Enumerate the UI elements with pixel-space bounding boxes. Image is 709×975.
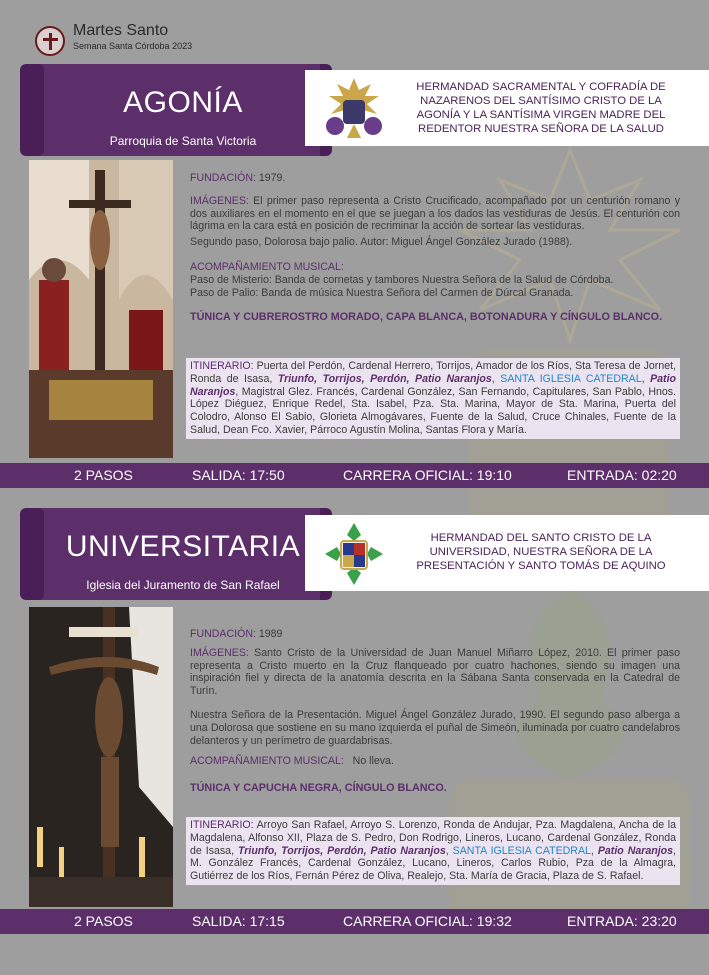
brotherhood-full-name: HERMANDAD DEL SANTO CRISTO DE LA UNIVERSIDAD, NUESTRA SEÑORA DE LA PRESENTACIÓN Y SANTO TOMÁS DE AQUINO [416, 532, 666, 572]
pasos-count: 2 PASOS [74, 913, 133, 929]
entrada-time: ENTRADA: 23:20 [567, 913, 677, 929]
musica-line-1: Paso de Misterio: Banda de cornetas y tambores Nuestra Señora de la Salud de Córdoba. [190, 273, 614, 286]
page-subtitle: Semana Santa Córdoba 2023 [73, 41, 193, 51]
imagenes-paragraph: IMÁGENES: El primer paso representa a Cristo Crucificado, acompañado por un centurión romano y dos auxiliares en el momento en el que se juegan a los dados las vestiduras de Jesús. El centurión con lágrima en la cara está en posición de recriminar la acción de sortear las vestiduras. [190, 194, 680, 233]
imagenes-paragraph: IMÁGENES: Santo Cristo de la Universidad de Juan Manuel Miñarro López, 2010. El primer paso representa a Cristo muerto en la Cruz flanqueado por cuatro hachones, siendo su imagen una inspiración fiel y directa de la anatomía descrita en la Sábana Santa conservada en la Catedral de Turín. [190, 646, 680, 698]
carrera-oficial-time: CARRERA OFICIAL: 19:32 [343, 913, 512, 929]
procession-photo-agonia [29, 160, 173, 458]
procession-photo-universitaria [29, 607, 173, 907]
schedule-bar-agonia [0, 463, 709, 488]
tunica-line: TÚNICA Y CUBREROSTRO MORADO, CAPA BLANCA, BOTONADURA Y CÍNGULO BLANCO. [190, 311, 663, 324]
pasos-count: 2 PASOS [74, 467, 133, 483]
fundacion-line: FUNDACIÓN: 1979. [190, 172, 286, 184]
brotherhood-emblem-icon [321, 521, 387, 587]
brotherhood-short-name: UNIVERSITARIA [65, 530, 301, 563]
church-name: Iglesia del Juramento de San Rafael [86, 578, 280, 592]
carrera-oficial-time: CARRERA OFICIAL: 19:10 [343, 467, 512, 483]
itinerario-agonia: ITINERARIO: Puerta del Perdón, Cardenal Herrero, Torrijos, Amador de los Ríos, Sta Teresa de Jornet, Ronda de Isasa, Triunfo, Torrijos, Perdón, Patio Naranjos, SANTA IGLESIA CATEDRAL, Patio Naranjos, Magistral Glez. Francés, Cardenal González, San Fernando, Capitulares, San Pablo, Hnos. López Diéguez, Enrique Redel, Sta. Isabel, Pza. Sta. Marina, Mayor de Sta. Marina, Puerta del Colodro, Alonso El Sabio, Glorieta Almogávares, Fuente de la Salud, Cruce Chinales, Fuente de la Salud, Dean Fco. Xavier, Párroco Agustín Molina, Santas Flora y María. [186, 358, 680, 439]
imagenes-paragraph-2: Segundo paso, Dolorosa bajo palio. Autor: Miguel Ángel González Jurado (1988). [190, 236, 573, 249]
section-title-universitaria [28, 508, 326, 600]
musica-line-2: Paso de Palio: Banda de música Nuestra Señora del Carmen de Dúrcal Granada. [190, 286, 574, 299]
brotherhood-emblem-icon [321, 76, 387, 142]
tunica-line: TÚNICA Y CAPUCHA NEGRA, CÍNGULO BLANCO. [190, 782, 447, 795]
musica-label: ACOMPAÑAMIENTO MUSICAL: [190, 260, 344, 273]
section-title-agonia [28, 64, 326, 156]
church-name: Parroquia de Santa Victoria [109, 134, 257, 148]
fundacion-line: FUNDACIÓN: 1989 [190, 628, 283, 640]
page-title: Martes Santo [73, 22, 169, 39]
details-agonia [190, 172, 680, 324]
salida-time: SALIDA: 17:50 [192, 467, 285, 483]
brotherhood-full-name-box [305, 70, 709, 146]
brotherhood-short-name: AGONÍA [123, 86, 243, 119]
schedule-bar-universitaria [0, 909, 709, 934]
entrada-time: ENTRADA: 02:20 [567, 467, 677, 483]
salida-time: SALIDA: 17:15 [192, 913, 285, 929]
details-universitaria [190, 628, 680, 795]
cross-logo-icon [35, 26, 65, 56]
musica-line: ACOMPAÑAMIENTO MUSICAL: No lleva. [190, 755, 394, 768]
imagenes-paragraph-2: Nuestra Señora de la Presentación. Miguel Ángel González Jurado, 1990. El segundo paso alberga a una Dolorosa que sostiene en su mano izquierda el puñal de Simeón, iluminada por cuatro candelabros delanteros y un perímetro de guardabrisas. [190, 708, 680, 747]
brotherhood-full-name-box [305, 515, 709, 591]
brotherhood-full-name: HERMANDAD SACRAMENTAL Y COFRADÍA DE NAZARENOS DEL SANTÍSIMO CRISTO DE LA AGONÍA Y LA SANTÍSIMA VIRGEN MADRE DEL REDENTOR NUESTRA SEÑORA DE LA SALUD [416, 81, 666, 135]
itinerario-universitaria: ITINERARIO: Arroyo San Rafael, Arroyo S. Lorenzo, Ronda de Andujar, Pza. Magdalena, Ancha de la Magdalena, Alfonso XII, Plaza de S. Pedro, Don Rodrigo, Lineros, Lucano, Cardenal González, Ronda de Isasa, Triunfo, Torrijos, Perdón, Patio Naranjos, SANTA IGLESIA CATEDRAL, Patio Naranjos, M. González Francés, Cardenal González, Lucano, Lineros, Carlos Rubio, Pza de la Almagra, Gutiérrez de los Ríos, Fernán Pérez de Oliva, Realejo, Sta. María de Gracia, Plaza de S. Rafael. [186, 817, 680, 885]
